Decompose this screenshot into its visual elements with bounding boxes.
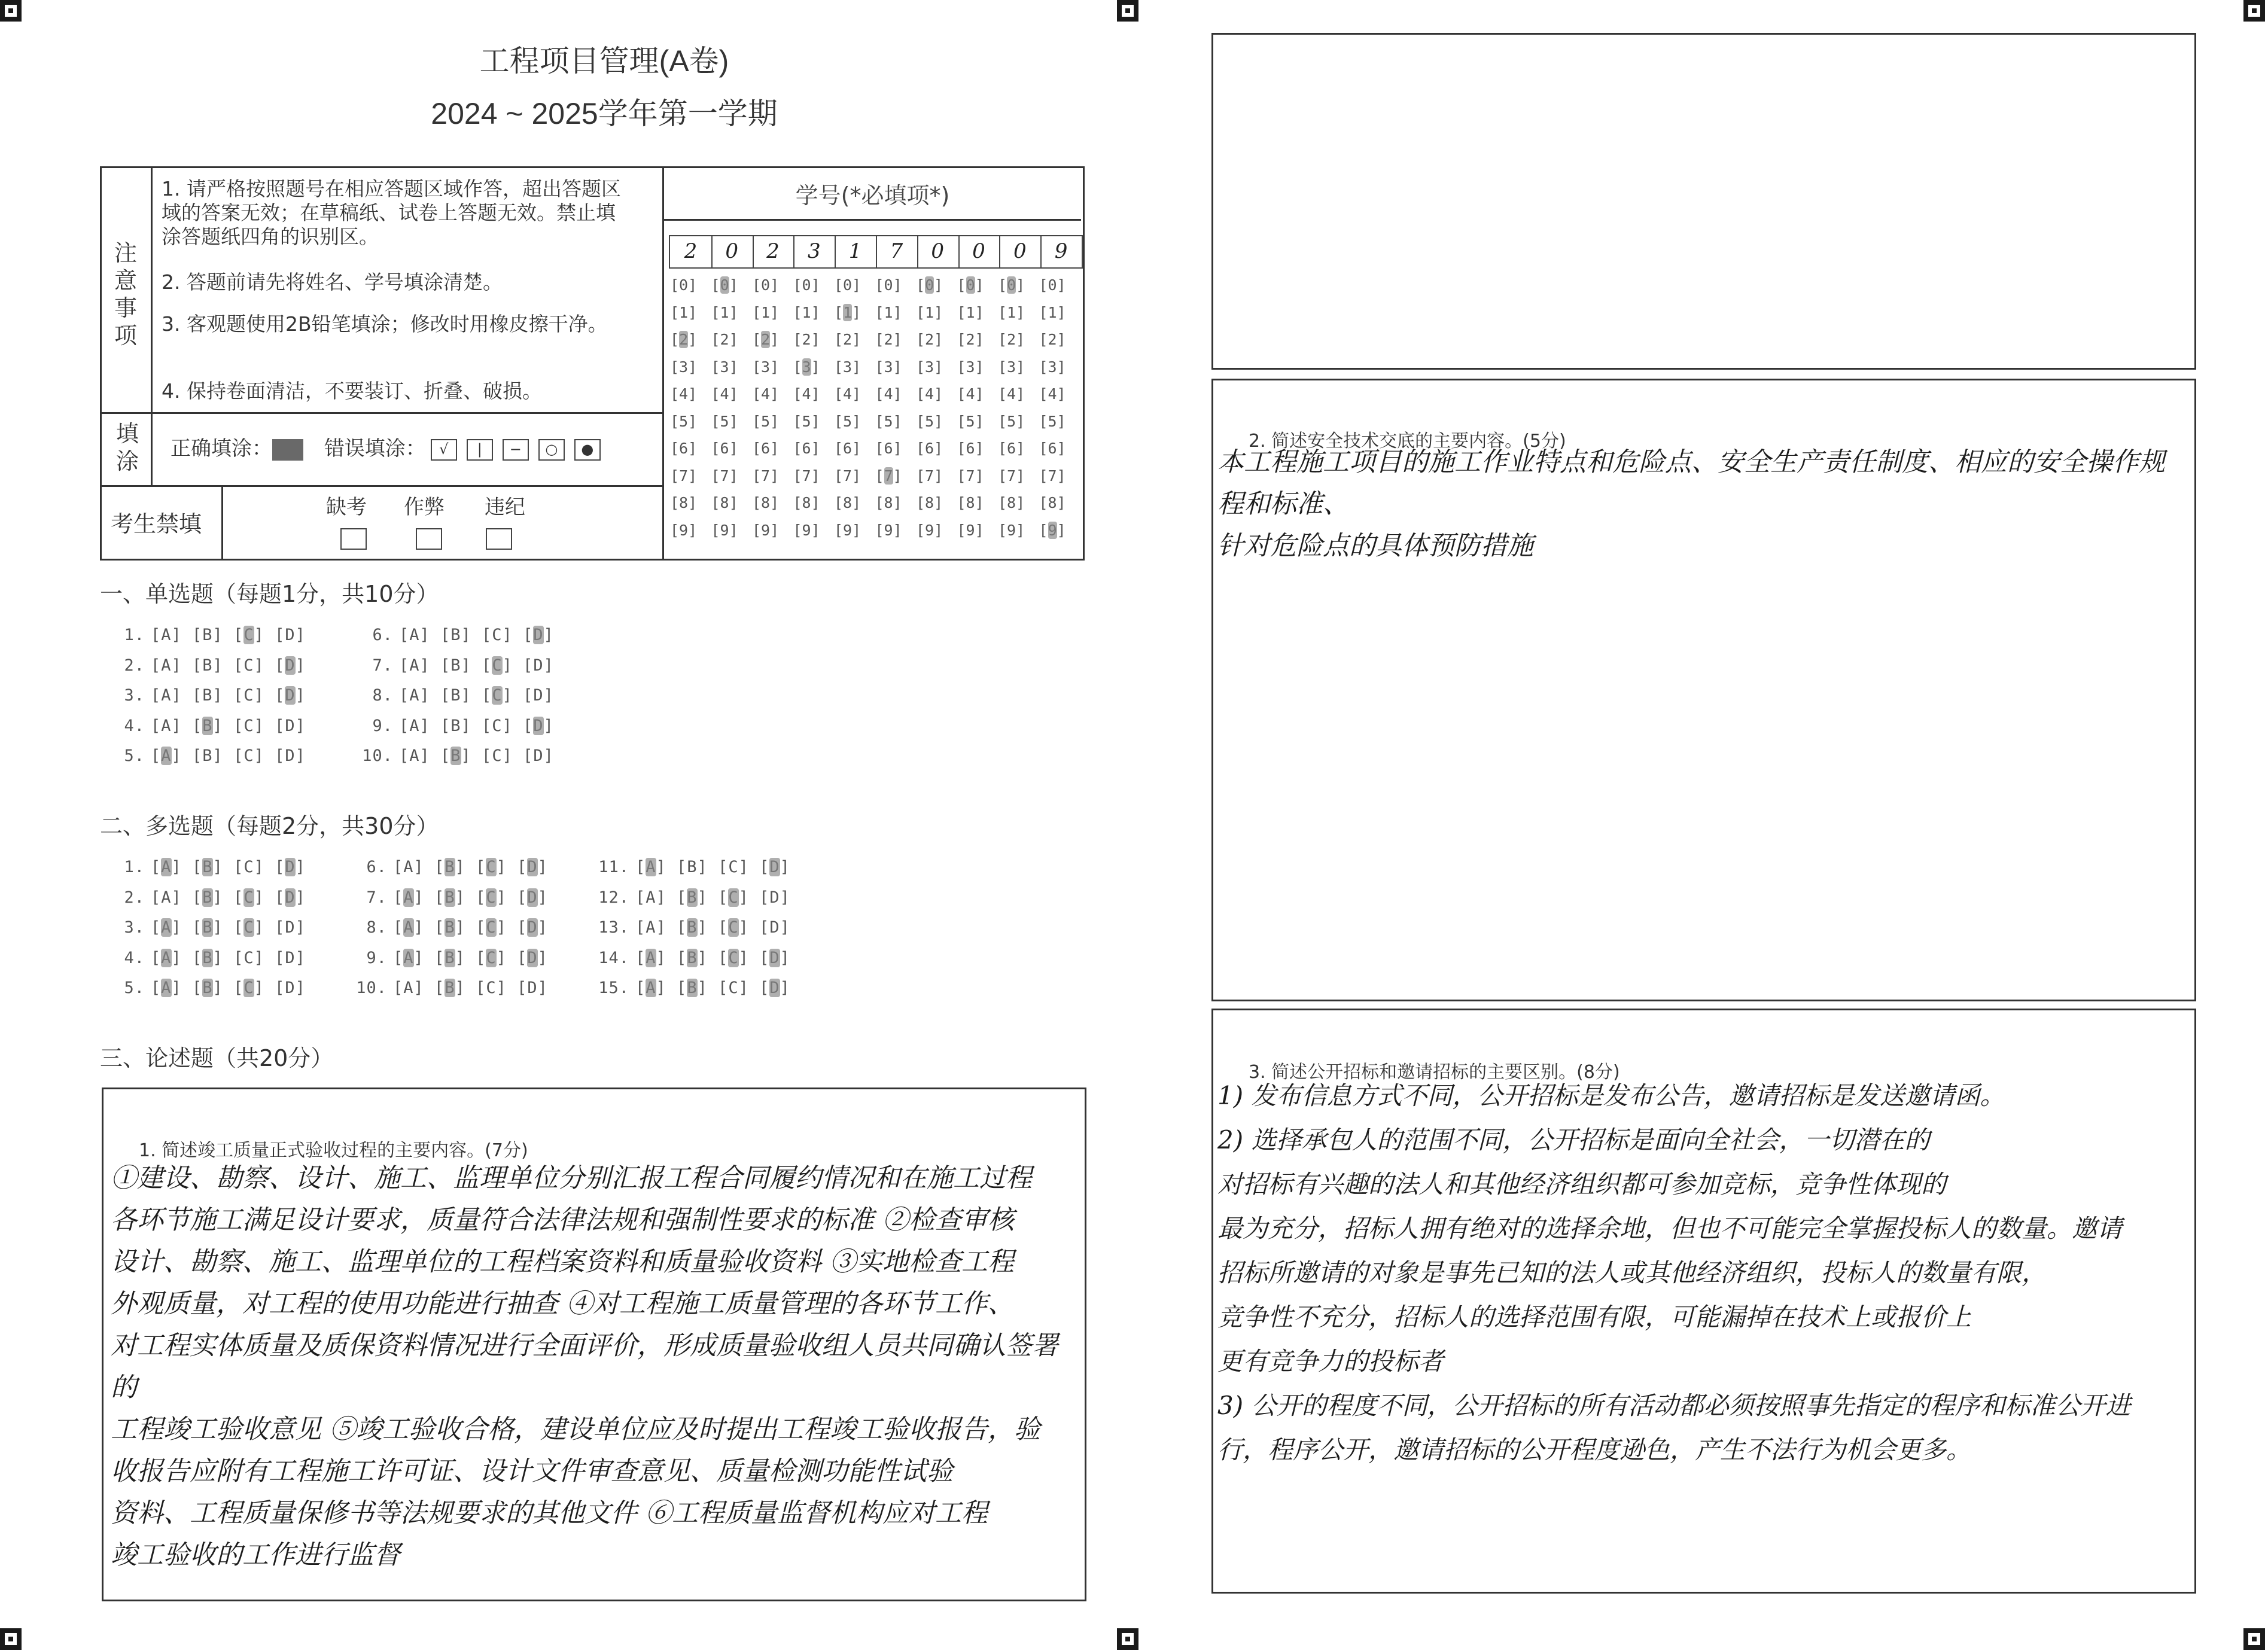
id-bubble[interactable]: [6] [793, 440, 820, 457]
id-bubble[interactable]: [5] [998, 412, 1025, 430]
answer-bubble-filled: D [527, 858, 538, 876]
id-bubble[interactable]: [1] [998, 303, 1025, 321]
id-bubble[interactable]: [7] [998, 467, 1025, 485]
answer-bubble-filled: C [243, 979, 254, 997]
student-id-written [669, 235, 1083, 269]
id-bubble[interactable]: [3] [834, 358, 861, 376]
single-choice-question: 9. [A] [B] [C] [D] [372, 716, 554, 735]
answer-line: 竣工验收的工作进行监督 [111, 1540, 400, 1570]
exam-option-cheat: 作弊 [404, 491, 445, 550]
id-bubble[interactable]: [0] [670, 276, 698, 294]
answer-line: 设计、勘察、施工、监理单位的工程档案资料和质量验收资料 ③实地检查工程 [111, 1247, 1014, 1277]
multi-choice-question: 11. [A] [B] [C] [D] [598, 858, 790, 876]
student-id-digit: 3 [793, 236, 836, 267]
answer-bubble-filled: C [243, 918, 254, 937]
answer-bubble-filled: A [403, 918, 414, 937]
id-bubble[interactable]: [7] [1039, 467, 1066, 485]
answer-bubble-filled: C [486, 918, 497, 937]
answer-line: 行，程序公开，邀请招标的公开程度逊色，产生不法行为机会更多。 [1217, 1435, 1972, 1464]
corner-marker [2243, 1628, 2265, 1650]
id-bubble[interactable]: [1] [793, 303, 820, 321]
single-choice-question: 7. [A] [B] [C] [D] [372, 656, 554, 675]
multi-choice-question: 7. [A] [B] [C] [D] [366, 888, 548, 907]
id-bubble[interactable]: [0] [711, 276, 738, 294]
notice-item: 1. 请严格按照题号在相应答题区域作答，超出答题区域的答案无效；在草稿纸、试卷上答题无效。禁止填涂答题纸四角的识别区。 [162, 177, 621, 248]
id-bubble[interactable]: [7] [875, 467, 902, 485]
single-choice-question: 4. [A] [B] [C] [D] [124, 716, 306, 735]
answer-bubble-filled: B [445, 979, 455, 997]
answer-bubble-filled: C [492, 656, 503, 675]
student-id-label: 学号(*必填项*) [795, 182, 950, 209]
answer-bubble-filled: B [450, 747, 461, 765]
id-bubble[interactable]: [6] [711, 440, 738, 457]
answer-line: 1) 发布信息方式不同，公开招标是发布公告，邀请招标是发送邀请函。 [1217, 1081, 2005, 1110]
answer-bubble-filled: D [769, 948, 780, 967]
answer-bubble-filled: C [486, 888, 497, 907]
multi-choice-question: 6. [A] [B] [C] [D] [366, 858, 548, 876]
multi-choice-question: 5. [A] [B] [C] [D] [124, 979, 306, 997]
id-bubble[interactable]: [1] [711, 303, 738, 321]
wrong-fill-label: 错误填涂： [324, 437, 426, 461]
essay-q1-title: 1. 简述竣工质量正式验收过程的主要内容。(7分) [139, 1140, 528, 1161]
answer-line: 招标所邀请的对象是事先已知的法人或其他经济组织，投标人的数量有限， [1217, 1258, 2047, 1287]
answer-bubble-filled: C [492, 686, 503, 705]
answer-bubble-filled: A [646, 858, 656, 876]
id-bubble[interactable]: [6] [998, 440, 1025, 457]
student-id-digit: 1 [835, 236, 877, 267]
id-bubble[interactable]: [6] [875, 440, 902, 457]
student-id-bubble-grid [670, 276, 1083, 546]
id-bubble[interactable]: [5] [670, 412, 698, 430]
id-bubble[interactable]: [8] [752, 494, 780, 511]
answer-line: 3) 公开的程度不同，公开招标的所有活动都必须按照事先指定的程序和标准公开进 [1217, 1391, 2131, 1420]
answer-line: 本工程施工项目的施工作业特点和危险点、安全生产责任制度、相应的安全操作规程和标准、 [1217, 447, 2165, 519]
id-bubble[interactable]: [1] [752, 303, 780, 321]
answer-bubble-filled: D [527, 918, 538, 937]
section-essay: 三、论述题（共20分） [100, 1045, 334, 1071]
answer-bubble-filled: A [403, 948, 414, 967]
answer-line: 收报告应附有工程施工许可证、设计文件审查意见、质量检测功能性试验 [111, 1456, 953, 1486]
id-bubble[interactable]: [9] [957, 521, 984, 539]
id-bubble[interactable]: [6] [670, 440, 698, 457]
id-bubble[interactable]: [1] [916, 303, 943, 321]
id-bubble[interactable]: [6] [916, 440, 943, 457]
id-bubble[interactable]: [9] [834, 521, 861, 539]
wrong-mark: | [467, 439, 493, 461]
id-bubble[interactable]: [6] [957, 440, 984, 457]
id-bubble[interactable]: [1] [834, 303, 861, 321]
corner-marker [2243, 0, 2265, 22]
answer-line: 对招标有兴趣的法人和其他经济组织都可参加竞标，竞争性体现的 [1217, 1169, 1947, 1199]
id-bubble[interactable]: [5] [752, 412, 780, 430]
single-choice-question: 6. [A] [B] [C] [D] [372, 626, 554, 644]
id-bubble[interactable]: [9] [1039, 521, 1066, 539]
answer-bubble-filled: D [527, 888, 538, 907]
answer-bubble-filled: D [533, 716, 544, 735]
wrong-mark: − [503, 439, 529, 461]
answer-line: 更有竞争力的投标者 [1217, 1347, 1444, 1376]
single-choice-question: 3. [A] [B] [C] [D] [124, 686, 306, 705]
answer-bubble-filled: B [445, 918, 455, 937]
exam-semester: 2024 ~ 2025学年第一学期 [431, 97, 778, 130]
id-bubble[interactable]: [4] [998, 385, 1025, 403]
corner-marker [1117, 1628, 1138, 1650]
answer-bubble-filled: C [728, 888, 739, 907]
id-bubble[interactable]: [5] [957, 412, 984, 430]
id-bubble[interactable]: [0] [916, 276, 943, 294]
id-bubble[interactable]: [8] [998, 494, 1025, 511]
multi-choice-question: 8. [A] [B] [C] [D] [366, 918, 548, 937]
answer-bubble-filled: C [728, 948, 739, 967]
id-bubble[interactable]: [5] [875, 412, 902, 430]
answer-bubble-filled: B [202, 716, 213, 735]
id-bubble[interactable]: [4] [875, 385, 902, 403]
notice-label: 注意事项 [114, 240, 137, 349]
id-bubble[interactable]: [2] [916, 331, 943, 348]
id-bubble[interactable]: [0] [957, 276, 984, 294]
exam-option-violation: 违纪 [485, 491, 525, 550]
answer-line: 外观质量，对工程的使用功能进行抽查 ④对工程施工质量管理的各环节工作、 [111, 1288, 1014, 1319]
fill-example [171, 432, 605, 461]
answer-bubble-filled: A [161, 918, 172, 937]
answer-bubble-filled: D [533, 626, 544, 644]
id-bubble[interactable]: [6] [834, 440, 861, 457]
multi-choice-question: 12. [A] [B] [C] [D] [598, 888, 790, 907]
id-bubble[interactable]: [2] [1039, 331, 1066, 348]
student-id-digit: 0 [958, 236, 1001, 267]
id-bubble[interactable]: [2] [752, 331, 780, 348]
id-bubble[interactable]: [7] [670, 467, 698, 485]
answer-line: 针对危险点的具体预防措施 [1217, 531, 1533, 561]
id-bubble[interactable]: [5] [793, 412, 820, 430]
id-bubble[interactable]: [0] [793, 276, 820, 294]
id-bubble[interactable]: [0] [834, 276, 861, 294]
answer-line: ①建设、勘察、设计、施工、监理单位分别汇报工程合同履约情况和在施工过程 [111, 1163, 1032, 1193]
answer-bubble-filled: B [445, 948, 455, 967]
id-bubble[interactable]: [3] [711, 358, 738, 376]
single-choice-area [114, 626, 652, 781]
violation-checkbox[interactable] [486, 528, 512, 550]
multi-choice-area [114, 858, 832, 1013]
student-id-digit: 0 [999, 236, 1042, 267]
id-bubble[interactable]: [3] [752, 358, 780, 376]
id-bubble[interactable]: [4] [957, 385, 984, 403]
id-bubble[interactable]: [3] [916, 358, 943, 376]
answer-bubble-filled: A [161, 858, 172, 876]
student-id-digit: 0 [711, 236, 754, 267]
answer-bubble-filled: C [486, 948, 497, 967]
essay-q2-title: 2. 简述安全技术交底的主要内容。(5分) [1249, 431, 1566, 452]
multi-choice-question: 13. [A] [B] [C] [D] [598, 918, 790, 937]
id-bubble[interactable]: [8] [957, 494, 984, 511]
id-bubble[interactable]: [3] [793, 358, 820, 376]
answer-bubble-filled: B [202, 888, 213, 907]
answer-bubble-filled: B [202, 918, 213, 937]
id-bubble[interactable]: [5] [834, 412, 861, 430]
id-bubble[interactable]: [8] [916, 494, 943, 511]
id-bubble[interactable]: [5] [711, 412, 738, 430]
answer-bubble-filled: C [243, 626, 254, 644]
id-bubble[interactable]: [2] [793, 331, 820, 348]
wrong-mark: √ [431, 439, 457, 461]
id-bubble[interactable]: [9] [875, 521, 902, 539]
answer-line: 各环节施工满足设计要求，质量符合法律法规和强制性要求的标准 ②检查审核 [111, 1205, 1014, 1235]
id-bubble[interactable]: [2] [834, 331, 861, 348]
single-choice-question: 2. [A] [B] [C] [D] [124, 656, 306, 675]
id-bubble[interactable]: [9] [998, 521, 1025, 539]
answer-bubble-filled: B [202, 979, 213, 997]
answer-bubble-filled: C [486, 858, 497, 876]
multi-choice-question: 3. [A] [B] [C] [D] [124, 918, 306, 937]
id-bubble[interactable]: [9] [711, 521, 738, 539]
id-bubble[interactable]: [6] [1039, 440, 1066, 457]
answer-bubble-filled: A [646, 979, 656, 997]
id-bubble[interactable]: [7] [916, 467, 943, 485]
answer-bubble-filled: B [202, 948, 213, 967]
id-bubble[interactable]: [4] [834, 385, 861, 403]
id-bubble[interactable]: [8] [793, 494, 820, 511]
id-bubble[interactable]: [3] [670, 358, 698, 376]
answer-line: 竞争性不充分，招标人的选择范围有限，可能漏掉在技术上或报价上 [1217, 1302, 1972, 1332]
answer-bubble-filled: C [243, 888, 254, 907]
id-bubble[interactable]: [0] [875, 276, 902, 294]
answer-bubble-filled: D [285, 656, 296, 675]
answer-line: 最为充分，招标人拥有绝对的选择余地，但也不可能完全掌握投标人的数量。邀请 [1217, 1214, 2123, 1243]
multi-choice-question: 2. [A] [B] [C] [D] [124, 888, 306, 907]
answer-bubble-filled: D [769, 858, 780, 876]
answer-bubble-filled: D [527, 948, 538, 967]
id-bubble[interactable]: [9] [793, 521, 820, 539]
answer-line: 2) 选择承包人的范围不同，公开招标是面向全社会，一切潜在的 [1217, 1125, 1930, 1155]
id-bubble[interactable]: [1] [875, 303, 902, 321]
essay-q3-title: 3. 简述公开招标和邀请招标的主要区别。(8分) [1249, 1062, 1620, 1083]
id-bubble[interactable]: [4] [1039, 385, 1066, 403]
answer-line: 工程竣工验收意见 ⑤竣工验收合格，建设单位应及时提出工程竣工验收报告，验 [111, 1414, 1040, 1445]
student-id-digit: 9 [1054, 239, 1068, 263]
answer-bubble-filled: B [445, 858, 455, 876]
id-bubble[interactable]: [1] [957, 303, 984, 321]
id-bubble[interactable]: [4] [711, 385, 738, 403]
exam-title: 工程项目管理(A卷) [479, 44, 729, 78]
answer-bubble-filled: D [769, 979, 780, 997]
id-bubble[interactable]: [8] [834, 494, 861, 511]
id-bubble[interactable]: [8] [1039, 494, 1066, 511]
answer-bubble-filled: D [285, 888, 296, 907]
notice-item: 3. 客观题使用2B铅笔填涂；修改时用橡皮擦干净。 [162, 312, 608, 336]
id-bubble[interactable]: [9] [670, 521, 698, 539]
student-id-digit: 0 [917, 236, 960, 267]
corner-marker [0, 0, 22, 22]
multi-choice-question: 15. [A] [B] [C] [D] [598, 979, 790, 997]
id-bubble[interactable]: [2] [957, 331, 984, 348]
id-bubble[interactable]: [1] [670, 303, 698, 321]
id-bubble[interactable]: [4] [793, 385, 820, 403]
student-id-digit: 2 [753, 236, 795, 267]
essay-q1-answer [111, 1157, 1074, 1576]
id-bubble[interactable]: [7] [752, 467, 780, 485]
correct-fill-label: 正确填涂： [171, 437, 272, 461]
id-bubble[interactable]: [7] [711, 467, 738, 485]
corner-marker [0, 1628, 22, 1650]
id-bubble[interactable]: [2] [875, 331, 902, 348]
id-bubble[interactable]: [2] [998, 331, 1025, 348]
notice-item: 2. 答题前请先将姓名、学号填涂清楚。 [162, 270, 503, 294]
answer-bubble-filled: C [728, 918, 739, 937]
id-bubble[interactable]: [4] [916, 385, 943, 403]
student-id-digit: 2 [670, 236, 713, 267]
id-bubble[interactable]: [3] [998, 358, 1025, 376]
answer-line: 对工程实体质量及质保资料情况进行全面评价，形成质量验收组人员共同确认签署的 [111, 1330, 1058, 1403]
id-bubble[interactable]: [3] [1039, 358, 1066, 376]
id-bubble[interactable]: [4] [670, 385, 698, 403]
id-bubble[interactable]: [8] [711, 494, 738, 511]
answer-bubble-filled: A [646, 948, 656, 967]
exam-forbidden-label: 考生禁填 [111, 511, 202, 537]
single-choice-question: 1. [A] [B] [C] [D] [124, 626, 306, 644]
id-bubble[interactable]: [1] [1039, 303, 1066, 321]
answer-bubble-filled: D [285, 686, 296, 705]
answer-bubble-filled: B [687, 918, 698, 937]
answer-line: 资料、工程质量保修书等法规要求的其他文件 ⑥工程质量监督机构应对工程 [111, 1498, 988, 1528]
id-bubble[interactable]: [9] [916, 521, 943, 539]
id-bubble[interactable]: [2] [670, 331, 698, 348]
cheat-checkbox[interactable] [416, 528, 442, 550]
single-choice-question: 8. [A] [B] [C] [D] [372, 686, 554, 705]
id-bubble[interactable]: [6] [752, 440, 780, 457]
answer-bubble-filled: B [687, 979, 698, 997]
id-bubble[interactable]: [0] [752, 276, 780, 294]
answer-bubble-filled: B [445, 888, 455, 907]
id-bubble[interactable]: [5] [1039, 412, 1066, 430]
multi-choice-question: 9. [A] [B] [C] [D] [366, 948, 548, 967]
id-bubble[interactable]: [9] [752, 521, 780, 539]
id-bubble[interactable]: [3] [875, 358, 902, 376]
id-bubble[interactable]: [3] [957, 358, 984, 376]
answer-bubble-filled: B [687, 888, 698, 907]
single-choice-question: 10. [A] [B] [C] [D] [362, 747, 554, 765]
id-bubble[interactable]: [7] [957, 467, 984, 485]
answer-bubble-filled: D [285, 858, 296, 876]
answer-bubble-filled: A [161, 747, 172, 765]
id-bubble[interactable]: [7] [793, 467, 820, 485]
id-bubble[interactable]: [8] [670, 494, 698, 511]
multi-choice-question: 14. [A] [B] [C] [D] [598, 948, 790, 967]
exam-option-absent: 缺考 [326, 491, 367, 550]
notice-item: 4. 保持卷面清洁，不要装订、折叠、破损。 [162, 379, 542, 403]
essay-q2-answer [1217, 441, 2187, 567]
wrong-mark: ● [574, 439, 601, 461]
correct-fill-mark [272, 439, 303, 461]
id-bubble[interactable]: [2] [711, 331, 738, 348]
section-multi-choice: 二、多选题（每题2分，共30分） [100, 813, 439, 839]
absent-checkbox[interactable] [340, 528, 367, 550]
multi-choice-question: 1. [A] [B] [C] [D] [124, 858, 306, 876]
wrong-mark: ○ [538, 439, 565, 461]
answer-bubble-filled: A [403, 888, 414, 907]
multi-choice-question: 10. [A] [B] [C] [D] [356, 979, 548, 997]
corner-marker [1117, 0, 1138, 22]
student-id-digit: 7 [876, 236, 918, 267]
answer-bubble-filled: B [202, 858, 213, 876]
id-bubble[interactable]: [0] [1039, 276, 1066, 294]
id-bubble[interactable]: [4] [752, 385, 780, 403]
single-choice-question: 5. [A] [B] [C] [D] [124, 747, 306, 765]
fill-label: 填涂 [115, 421, 139, 474]
section-single-choice: 一、单选题（每题1分，共10分） [100, 581, 439, 607]
essay-q3-answer [1217, 1074, 2187, 1472]
multi-choice-question: 4. [A] [B] [C] [D] [124, 948, 306, 967]
answer-bubble-filled: A [161, 948, 172, 967]
answer-bubble-filled: A [161, 979, 172, 997]
answer-box-continuation[interactable] [1211, 33, 2196, 370]
id-bubble[interactable]: [7] [834, 467, 861, 485]
id-bubble[interactable]: [0] [998, 276, 1025, 294]
id-bubble[interactable]: [5] [916, 412, 943, 430]
answer-bubble-filled: B [687, 948, 698, 967]
id-bubble[interactable]: [8] [875, 494, 902, 511]
